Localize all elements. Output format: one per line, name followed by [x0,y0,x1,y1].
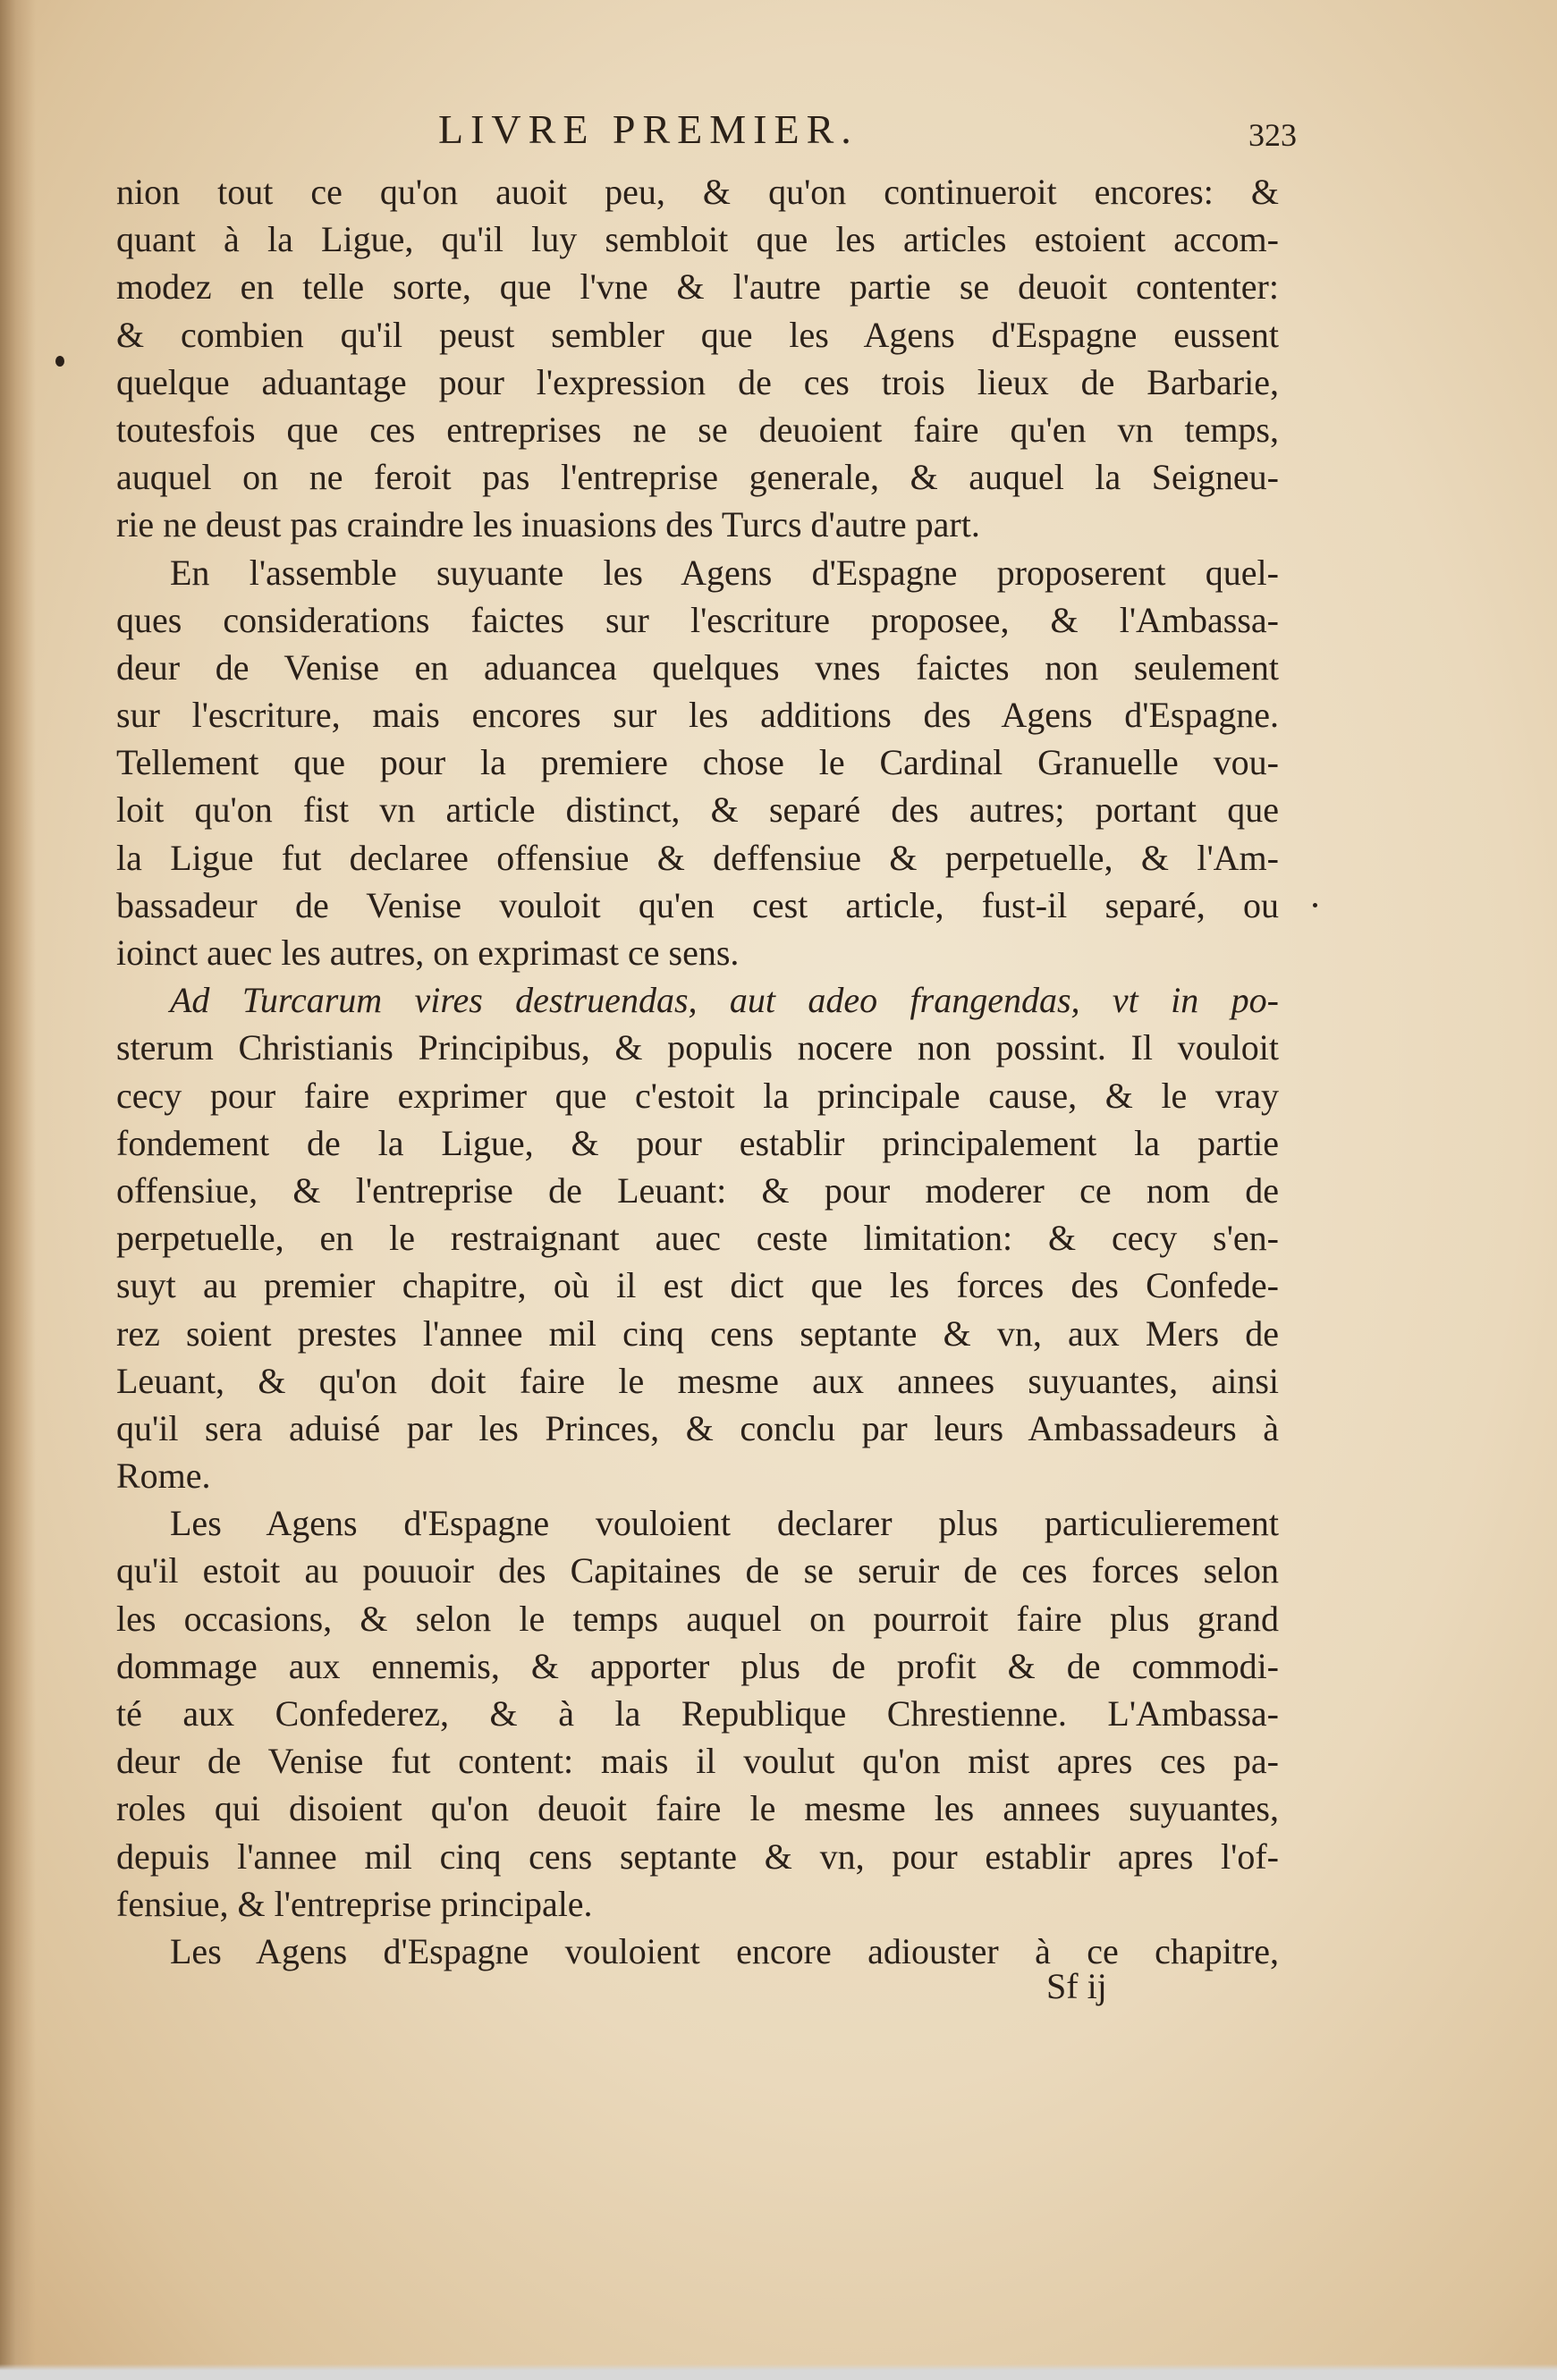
text-line: Rome. [116,1456,211,1497]
running-title: LIVRE PREMIER. [438,106,859,152]
text-line: suyt au premier chapitre, où il est dict que les forces des Confede- [116,1265,1279,1306]
text-line: toutesfois que ces entreprises ne se deuoient faire qu'en vn temps, [116,409,1279,450]
text-line: sterum Christianis Principibus, & populis nocere non possint. Il vouloit [116,1027,1279,1068]
body-text [116,168,1279,1975]
page-number: 323 [1248,117,1297,153]
text-line: rez soient prestes l'annee mil cinq cens septante & vn, aux Mers de [116,1312,1279,1354]
text-line: Les Agens d'Espagne vouloient declarer plus particulierement [170,1503,1279,1544]
text-line: quant à la Ligue, qu'il luy sembloit que les articles estoient accom- [116,219,1279,260]
text-line: la Ligue fut declaree offensiue & deffensiue & perpetuelle, & l'Am- [116,837,1279,878]
page-header [116,105,1297,159]
text-line: cecy pour faire exprimer que c'estoit la principale cause, & le vray [116,1075,1279,1116]
text-line: En l'assemble suyuante les Agens d'Espagne proposerent quel- [170,552,1279,593]
text-line: qu'il estoit au pouuoir des Capitaines de se seruir de ces forces selon [116,1550,1279,1591]
text-line: fondement de la Ligue, & pour establir principalement la partie [116,1122,1279,1163]
text-line: Leuant, & qu'on doit faire le mesme aux annees suyuantes, ainsi [116,1360,1279,1401]
text-line: ques considerations faictes sur l'escriture proposee, & l'Ambassa- [116,599,1279,640]
ink-speck [55,356,64,367]
text-line: bassadeur de Venise vouloit qu'en cest article, fust-il separé, ou [116,884,1279,925]
text-line: depuis l'annee mil cinq cens septante & vn, pour establir apres l'of- [116,1836,1279,1877]
text-line: offensiue, & l'entreprise de Leuant: & pour moderer ce nom de [116,1169,1279,1211]
text-line: modez en telle sorte, que l'vne & l'autre partie se deuoit contenter: [116,266,1279,308]
text-line: ioinct auec les autres, on exprimast ce sens. [116,933,740,973]
text-line: loit qu'on fist vn article distinct, & separé des autres; portant que [116,789,1279,831]
text-line: perpetuelle, en le restraignant auec ceste limitation: & cecy s'en- [116,1218,1279,1259]
ink-speck [1313,903,1317,907]
signature-mark: Sf ij [1046,1966,1107,2006]
text-line: auquel on ne feroit pas l'entreprise generale, & auquel la Seigneu- [116,457,1279,498]
text-line: deur de Venise fut content: mais il voulut qu'on mist apres ces pa- [116,1741,1279,1782]
text-line: & combien qu'il peust sembler que les Agens d'Espagne eussent [116,314,1279,355]
text-line: Tellement que pour la premiere chose le Cardinal Granuelle vou- [116,742,1279,783]
text-line: Ad Turcarum vires destruendas, aut adeo frangendas, vt in po- [170,980,1279,1021]
text-line: qu'il sera aduisé par les Princes, & conclu par leurs Ambassadeurs à [116,1407,1279,1448]
text-line: té aux Confederez, & à la Republique Chrestienne. L'Ambassa- [116,1693,1279,1734]
text-line: rie ne deust pas craindre les inuasions des Turcs d'autre part. [116,504,980,545]
text-line: dommage aux ennemis, & apporter plus de profit & de commodi- [116,1645,1279,1686]
page-gutter-shadow [0,0,36,2380]
text-line: quelque aduantage pour l'expression de ces trois lieux de Barbarie, [116,361,1279,402]
text-line: nion tout ce qu'on auoit peu, & qu'on continueroit encores: & [116,172,1279,212]
text-line: deur de Venise en aduancea quelques vnes faictes non seulement [116,646,1279,688]
text-line: roles qui disoient qu'on deuoit faire le mesme les annees suyuantes, [116,1788,1279,1829]
text-line: fensiue, & l'entreprise principale. [116,1883,593,1924]
text-line: sur l'escriture, mais encores sur les additions des Agens d'Espagne. [116,695,1279,736]
page-bottom-edge [0,2364,1557,2380]
text-line: Les Agens d'Espagne vouloient encore adiouster à ce chapitre, [170,1930,1279,1971]
text-line: les occasions, & selon le temps auquel on pourroit faire plus grand [116,1598,1279,1639]
